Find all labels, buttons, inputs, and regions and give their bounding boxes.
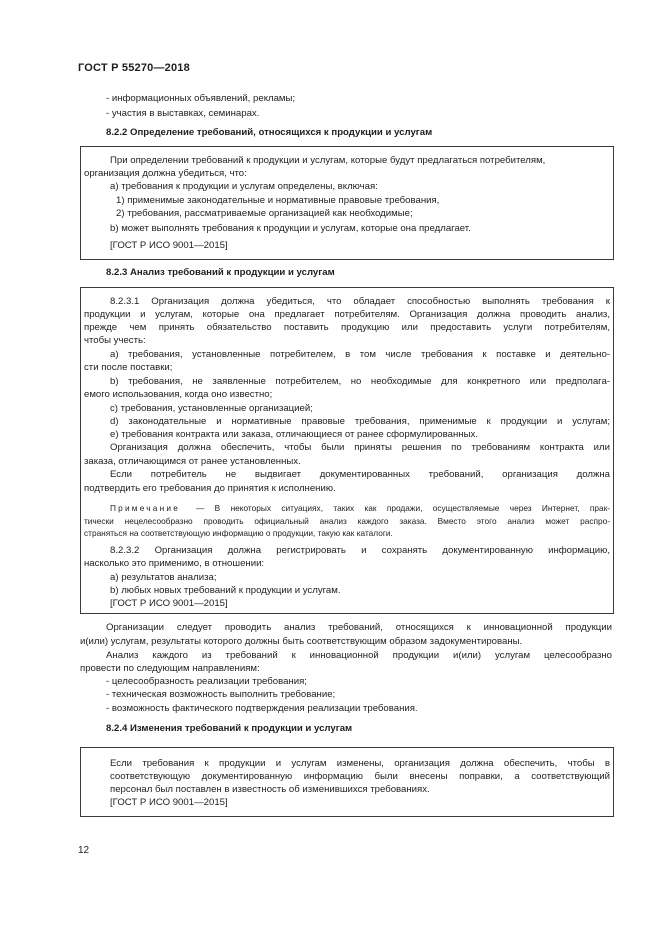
box-line: соответствующую документированную информацию были внесены поправки, а соответствующий <box>110 771 610 782</box>
body-line: и(или) услугам, результаты которого должны быть соответствующим образом задокументированы. <box>80 636 523 647</box>
box-line: d) законодательные и нормативные правовые требования, применимые к продукции и услугам; <box>110 416 610 427</box>
body-line: - целесообразность реализации требования; <box>106 676 307 687</box>
note-label: Примечание <box>110 503 181 513</box>
intro-item: - участия в выставках, семинарах. <box>106 108 260 119</box>
box-line: емого использования, когда оно известно; <box>84 389 273 400</box>
box-line: e) требования контракта или заказа, отличающиеся от ранее сформулированных. <box>110 429 478 440</box>
body-line: провести по следующим направлениям: <box>80 663 260 674</box>
box-line: [ГОСТ Р ИСО 9001—2015] <box>110 598 228 609</box>
box-line: При определении требований к продукции и услугам, которые будут предлагаться потребителям, <box>110 155 546 166</box>
box-line: организация должна убедиться, что: <box>84 168 247 179</box>
box-line: a) результатов анализа; <box>110 572 217 583</box>
document-header: ГОСТ Р 55270—2018 <box>78 62 190 74</box>
box-line: a) требования, установленные потребителем, в том числе требования к поставке и деятельно- <box>110 349 610 360</box>
page-number: 12 <box>78 845 90 856</box>
box-line: 8.2.3.1 Организация должна убедиться, что обладает способностью выполнять требования к <box>110 296 610 307</box>
box-line: Если требования к продукции и услугам изменены, организация должна обеспечить, чтобы в <box>110 758 610 769</box>
box-line: прежде чем принять обязательство поставить продукцию или предоставить услуги потребителям, <box>84 322 610 333</box>
box-line: c) требования, установленные организацией; <box>110 403 313 414</box>
box-line: чтобы учесть: <box>84 335 146 346</box>
note-line: — В некоторых ситуациях, таких как продажи, осуществляемые через Интернет, прак- <box>196 503 610 513</box>
section-title-8-2-2: 8.2.2 Определение требований, относящихся к продукции и услугам <box>106 127 433 138</box>
box-line: b) может выполнять требования к продукции и услугам, которые она предлагает. <box>110 223 471 234</box>
box-line: Организация должна обеспечить, чтобы были приняты решения по требованиям контракта или <box>110 442 610 453</box>
box-line: a) требования к продукции и услугам определены, включая: <box>110 181 378 192</box>
box-line: [ГОСТ Р ИСО 9001—2015] <box>110 240 228 251</box>
section-title-8-2-3: 8.2.3 Анализ требований к продукции и услугам <box>106 267 335 278</box>
box-line: 1) применимые законодательные и нормативные правовые требования, <box>116 195 440 206</box>
note-line: страняться на соответствующую информацию о продукции, такую как каталоги. <box>84 528 393 538</box>
body-line: Анализ каждого из требований к инновационной продукции и(или) услугам целесообразно <box>106 650 612 661</box>
box-line: сти после поставки; <box>84 362 173 373</box>
box-line: 2) требования, рассматриваемые организацией как необходимые; <box>116 208 413 219</box>
body-line: - возможность фактического подтверждения реализации требования. <box>106 703 418 714</box>
section-title-8-2-4: 8.2.4 Изменения требований к продукции и услугам <box>106 723 353 734</box>
box-line: Если потребитель не выдвигает документированных требований, организация должна <box>110 469 610 480</box>
body-line: - техническая возможность выполнить требование; <box>106 689 336 700</box>
box-line: b) любых новых требований к продукции и услугам. <box>110 585 341 596</box>
box-line: насколько это применимо, в отношении: <box>84 558 265 569</box>
box-line: [ГОСТ Р ИСО 9001—2015] <box>110 797 228 808</box>
box-line: b) требования, не заявленные потребителем, но необходимые для конкретного или предполага- <box>110 376 610 387</box>
box-line: 8.2.3.2 Организация должна регистрировать и сохранять документированную информацию, <box>110 545 610 556</box>
note-line: тически нецелесообразно проводить официальный анализ каждого заказа. Вместо этого анализ может распро- <box>84 516 610 526</box>
box-line: продукции и услугам, которые она предлагает потребителям. Организация должна проводить анализ, <box>84 309 610 320</box>
body-line: Организации следует проводить анализ требований, относящихся к инновационной продукции <box>106 622 612 633</box>
intro-item: - информационных объявлений, рекламы; <box>106 93 296 104</box>
box-line: подтвердить его требования до принятия к исполнению. <box>84 483 336 494</box>
box-line: персонал был поставлен в известность об изменившихся требованиях. <box>110 784 430 795</box>
box-line: заказа, отличающимся от ранее установленных. <box>84 456 301 467</box>
